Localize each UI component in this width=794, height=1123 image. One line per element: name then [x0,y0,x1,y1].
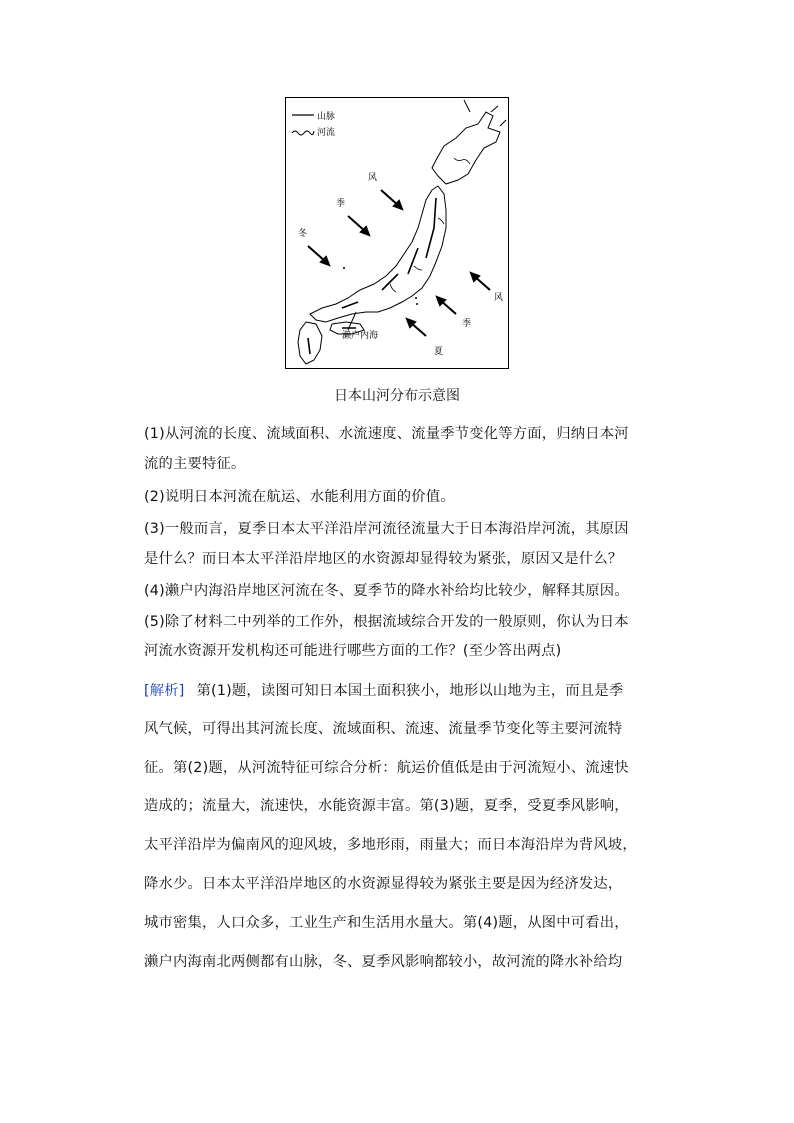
rivers [390,158,470,292]
analysis-line: 濑户内海南北两侧都有山脉，冬、夏季风影响都较小，故河流的降水补给均 [144,954,623,970]
analysis-line: 城市密集，人口众多，工业生产和生活用水量大。第(4)题，从图中可看出， [144,915,629,931]
sakhalin-tip [464,100,470,112]
hokkaido-outline [432,112,500,184]
analysis-line: 风气候，可得出其河流长度、流域面积、流速、流量季节变化等主要河流特 [144,721,623,737]
question-line: (1)从河流的长度、流域面积、水流速度、流量季节变化等方面，归纳日本河 [144,426,629,442]
island [343,267,345,269]
question-line: 流的主要特征。 [144,456,246,472]
winter-arrows [308,190,402,265]
analysis-line: 造成的；流量大，流速快，水能资源丰富。第(3)题，夏季，受夏季风影响， [144,798,629,814]
japan-map-svg [286,98,510,370]
analysis-line: 降水少。日本太平洋沿岸地区的水资源显得较为紧张主要是因为经济发达， [144,876,623,892]
question-line: (2)说明日本河流在航运、水能利用方面的价值。 [144,489,455,505]
summer-arrows [407,273,490,336]
summer-char-3: 夏 [434,347,444,357]
legend-mountain-label: 山脉 [317,112,336,122]
summer-char-2: 季 [462,319,472,329]
question-line: 河流水资源开发机构还可能进行哪些方面的工作？(至少答出两点) [144,643,562,659]
island [416,303,418,305]
legend-river-label: 河流 [317,128,336,138]
analysis-text: 第(1)题，读图可知日本国土面积狭小，地形以山地为主，而且是季 [196,683,624,699]
winter-char-2: 季 [336,199,346,209]
legend-river-line [292,131,314,135]
question-line: (5)除了材料二中列举的工作外，根据流域综合开发的一般原则，你认为日本 [144,614,629,630]
winter-char-3: 冬 [298,229,308,239]
summer-char-1: 风 [494,293,504,303]
inland-sea-label: 濑户内海 [342,331,379,341]
question-line: (3)一般而言，夏季日本太平洋沿岸河流径流量大于日本海沿岸河流，其原因 [144,521,629,537]
winter-char-1: 风 [368,173,378,183]
question-line: 是什么？而日本太平洋沿岸地区的水资源却显得较为紧张，原因又是什么？ [144,551,623,567]
question-line: (4)濑户内海沿岸地区河流在冬、夏季节的降水补给均比较少，解释其原因。 [144,583,629,599]
kyushu-outline [298,322,322,364]
analysis-line: 太平洋沿岸为偏南风的迎风坡，多地形雨，雨量大；而日本海沿岸为背风坡， [144,837,637,853]
japan-map [285,97,509,369]
honshu-outline [310,186,446,322]
map-caption: 日本山河分布示意图 [334,388,460,404]
analysis-tag: [解析] [144,683,185,699]
analysis-line: 征。第(2)题，从河流特征可综合分析：航运价值低是由于河流短小、流速快 [144,760,629,776]
island [415,297,417,299]
analysis-line [144,680,623,702]
